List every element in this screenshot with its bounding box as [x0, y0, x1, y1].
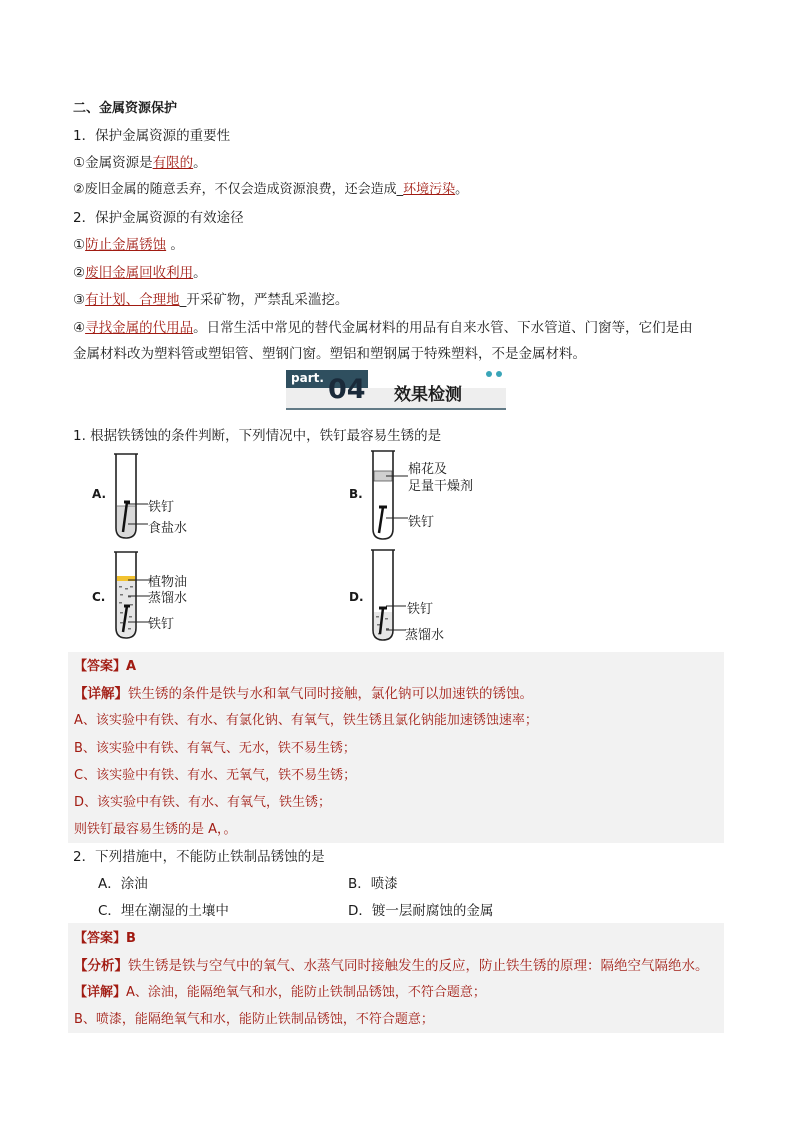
point-pollution: [73, 178, 468, 197]
way-3: [73, 288, 348, 308]
point-text: _开采矿物，严禁乱采滥挖。: [179, 292, 349, 308]
point-text: 。: [193, 155, 207, 171]
banner-number: 04: [328, 374, 366, 405]
q1-stem: 1. 根据铁锈蚀的条件判断，下列情况中，铁钉最容易生锈的是: [73, 428, 442, 444]
answer-value: A: [126, 659, 137, 674]
detail-tag: 【详解】: [74, 686, 128, 702]
option-c-label-oil: 植物油: [148, 575, 188, 590]
point-text: ②废旧金属的随意丢弃，不仅会造成资源浪费，还会造成_: [73, 182, 404, 197]
bubble-icon: [496, 371, 502, 377]
point-text: 。: [193, 265, 207, 281]
q1-conclusion: 则铁钉最容易生锈的是 A，。: [74, 822, 237, 837]
section-title: 二、金属资源保护: [73, 101, 178, 116]
detail-text: A、涂油，能隔绝氧气和水，能防止铁制品锈蚀，不符合题意；: [126, 985, 486, 1000]
q2-option-b: B．喷漆: [348, 876, 398, 892]
way-4: [73, 316, 693, 336]
option-b-label-cotton: 棉花及: [408, 462, 448, 477]
point-text: ①: [73, 237, 86, 253]
point-text: ②: [73, 265, 86, 281]
detail-text: 铁生锈的条件是铁与水和氧气同时接触，氯化钠可以加速铁的锈蚀。: [128, 686, 533, 702]
q2-option-c: C．埋在潮湿的土壤中: [98, 903, 229, 919]
q1-explain-a: A、该实验中有铁、有水、有氯化钠、有氧气，铁生锈且氯化钠能加速锈蚀速率；: [74, 713, 538, 728]
option-c-letter: C.: [92, 590, 106, 604]
subsection-1-title: 1．保护金属资源的重要性: [73, 128, 231, 144]
q1-explain-c: C、该实验中有铁、有水、无氧气，铁不易生锈；: [74, 768, 357, 783]
answer-tag: 【答案】: [74, 931, 127, 946]
option-b-label-nail: 铁钉: [408, 515, 435, 530]
subsection-2-title: 2．保护金属资源的有效途径: [73, 210, 244, 226]
option-b-letter: B.: [349, 487, 363, 501]
fill-answer: 防止金属锈蚀: [85, 237, 167, 253]
fill-answer: 废旧金属回收利用: [85, 265, 194, 281]
analysis-text: 铁生锈是铁与空气中的氧气、水蒸气同时接触发生的反应，防止铁生锈的原理：隔绝空气隔绝水。: [128, 958, 709, 974]
way-2: [73, 261, 207, 281]
option-a-letter: A.: [92, 487, 107, 501]
answer-tag: 【答案】: [74, 659, 127, 674]
banner-part: part.: [291, 371, 324, 385]
q2-answer: [74, 927, 136, 946]
option-d-label-water: 蒸馏水: [405, 628, 445, 643]
fill-answer: 环境污染: [403, 182, 456, 197]
point-text: 。: [455, 182, 469, 197]
fill-answer: 有计划、合理地: [85, 292, 180, 308]
point-text: ①金属资源是: [73, 155, 153, 171]
label-leader-lines: [386, 466, 410, 526]
option-a-label-nail: 铁钉: [148, 500, 175, 515]
point-text: ③: [73, 292, 86, 308]
way-4-line-2: 金属材料改为塑料管或塑铝管、塑钢门窗。塑铝和塑钢属于特殊塑料，不是金属材料。: [73, 346, 586, 362]
point-text: 。: [166, 237, 184, 253]
option-c-label-water: 蒸馏水: [148, 591, 188, 606]
point-text: 。日常生活中常见的替代金属材料的用品有自来水管、下水管道、门窗等，它们是由: [193, 320, 693, 336]
option-a-label-saltwater: 食盐水: [148, 521, 188, 536]
point-text: ④: [73, 320, 86, 336]
q2-option-a: A．涂油: [98, 876, 148, 892]
fill-answer: 寻找金属的代用品: [85, 320, 194, 336]
label-leader-lines: [128, 498, 150, 532]
q1-answer: [74, 655, 136, 674]
section-banner: [286, 368, 506, 410]
q1-explain-d: D、该实验中有铁、有水、有氧气，铁生锈；: [74, 795, 332, 810]
q2-explain-b: B、喷漆，能隔绝氧气和水，能防止铁制品锈蚀，不符合题意；: [74, 1012, 434, 1027]
way-1: [73, 233, 184, 253]
option-b-label-desiccant: 足量干燥剂: [408, 479, 474, 494]
detail-tag: 【详解】: [74, 985, 127, 1000]
q2-analysis: [74, 954, 709, 974]
q2-option-d: D．镀一层耐腐蚀的金属: [348, 903, 494, 919]
answer-value: B: [126, 931, 136, 946]
q1-detail: [74, 682, 533, 702]
point-limited: [73, 151, 207, 171]
option-d-label-nail: 铁钉: [407, 602, 434, 617]
q1-explain-b: B、该实验中有铁、有氧气、无水，铁不易生锈；: [74, 741, 356, 756]
bubble-icon: [486, 371, 492, 377]
banner-title: 效果检测: [394, 385, 462, 405]
q2-detail: [74, 981, 486, 1000]
fill-answer: 有限的: [152, 155, 194, 171]
option-c-label-nail: 铁钉: [148, 617, 175, 632]
q2-stem: 2．下列措施中，不能防止铁制品锈蚀的是: [73, 849, 325, 865]
analysis-tag: 【分析】: [74, 958, 128, 974]
option-d-letter: D.: [349, 590, 364, 604]
